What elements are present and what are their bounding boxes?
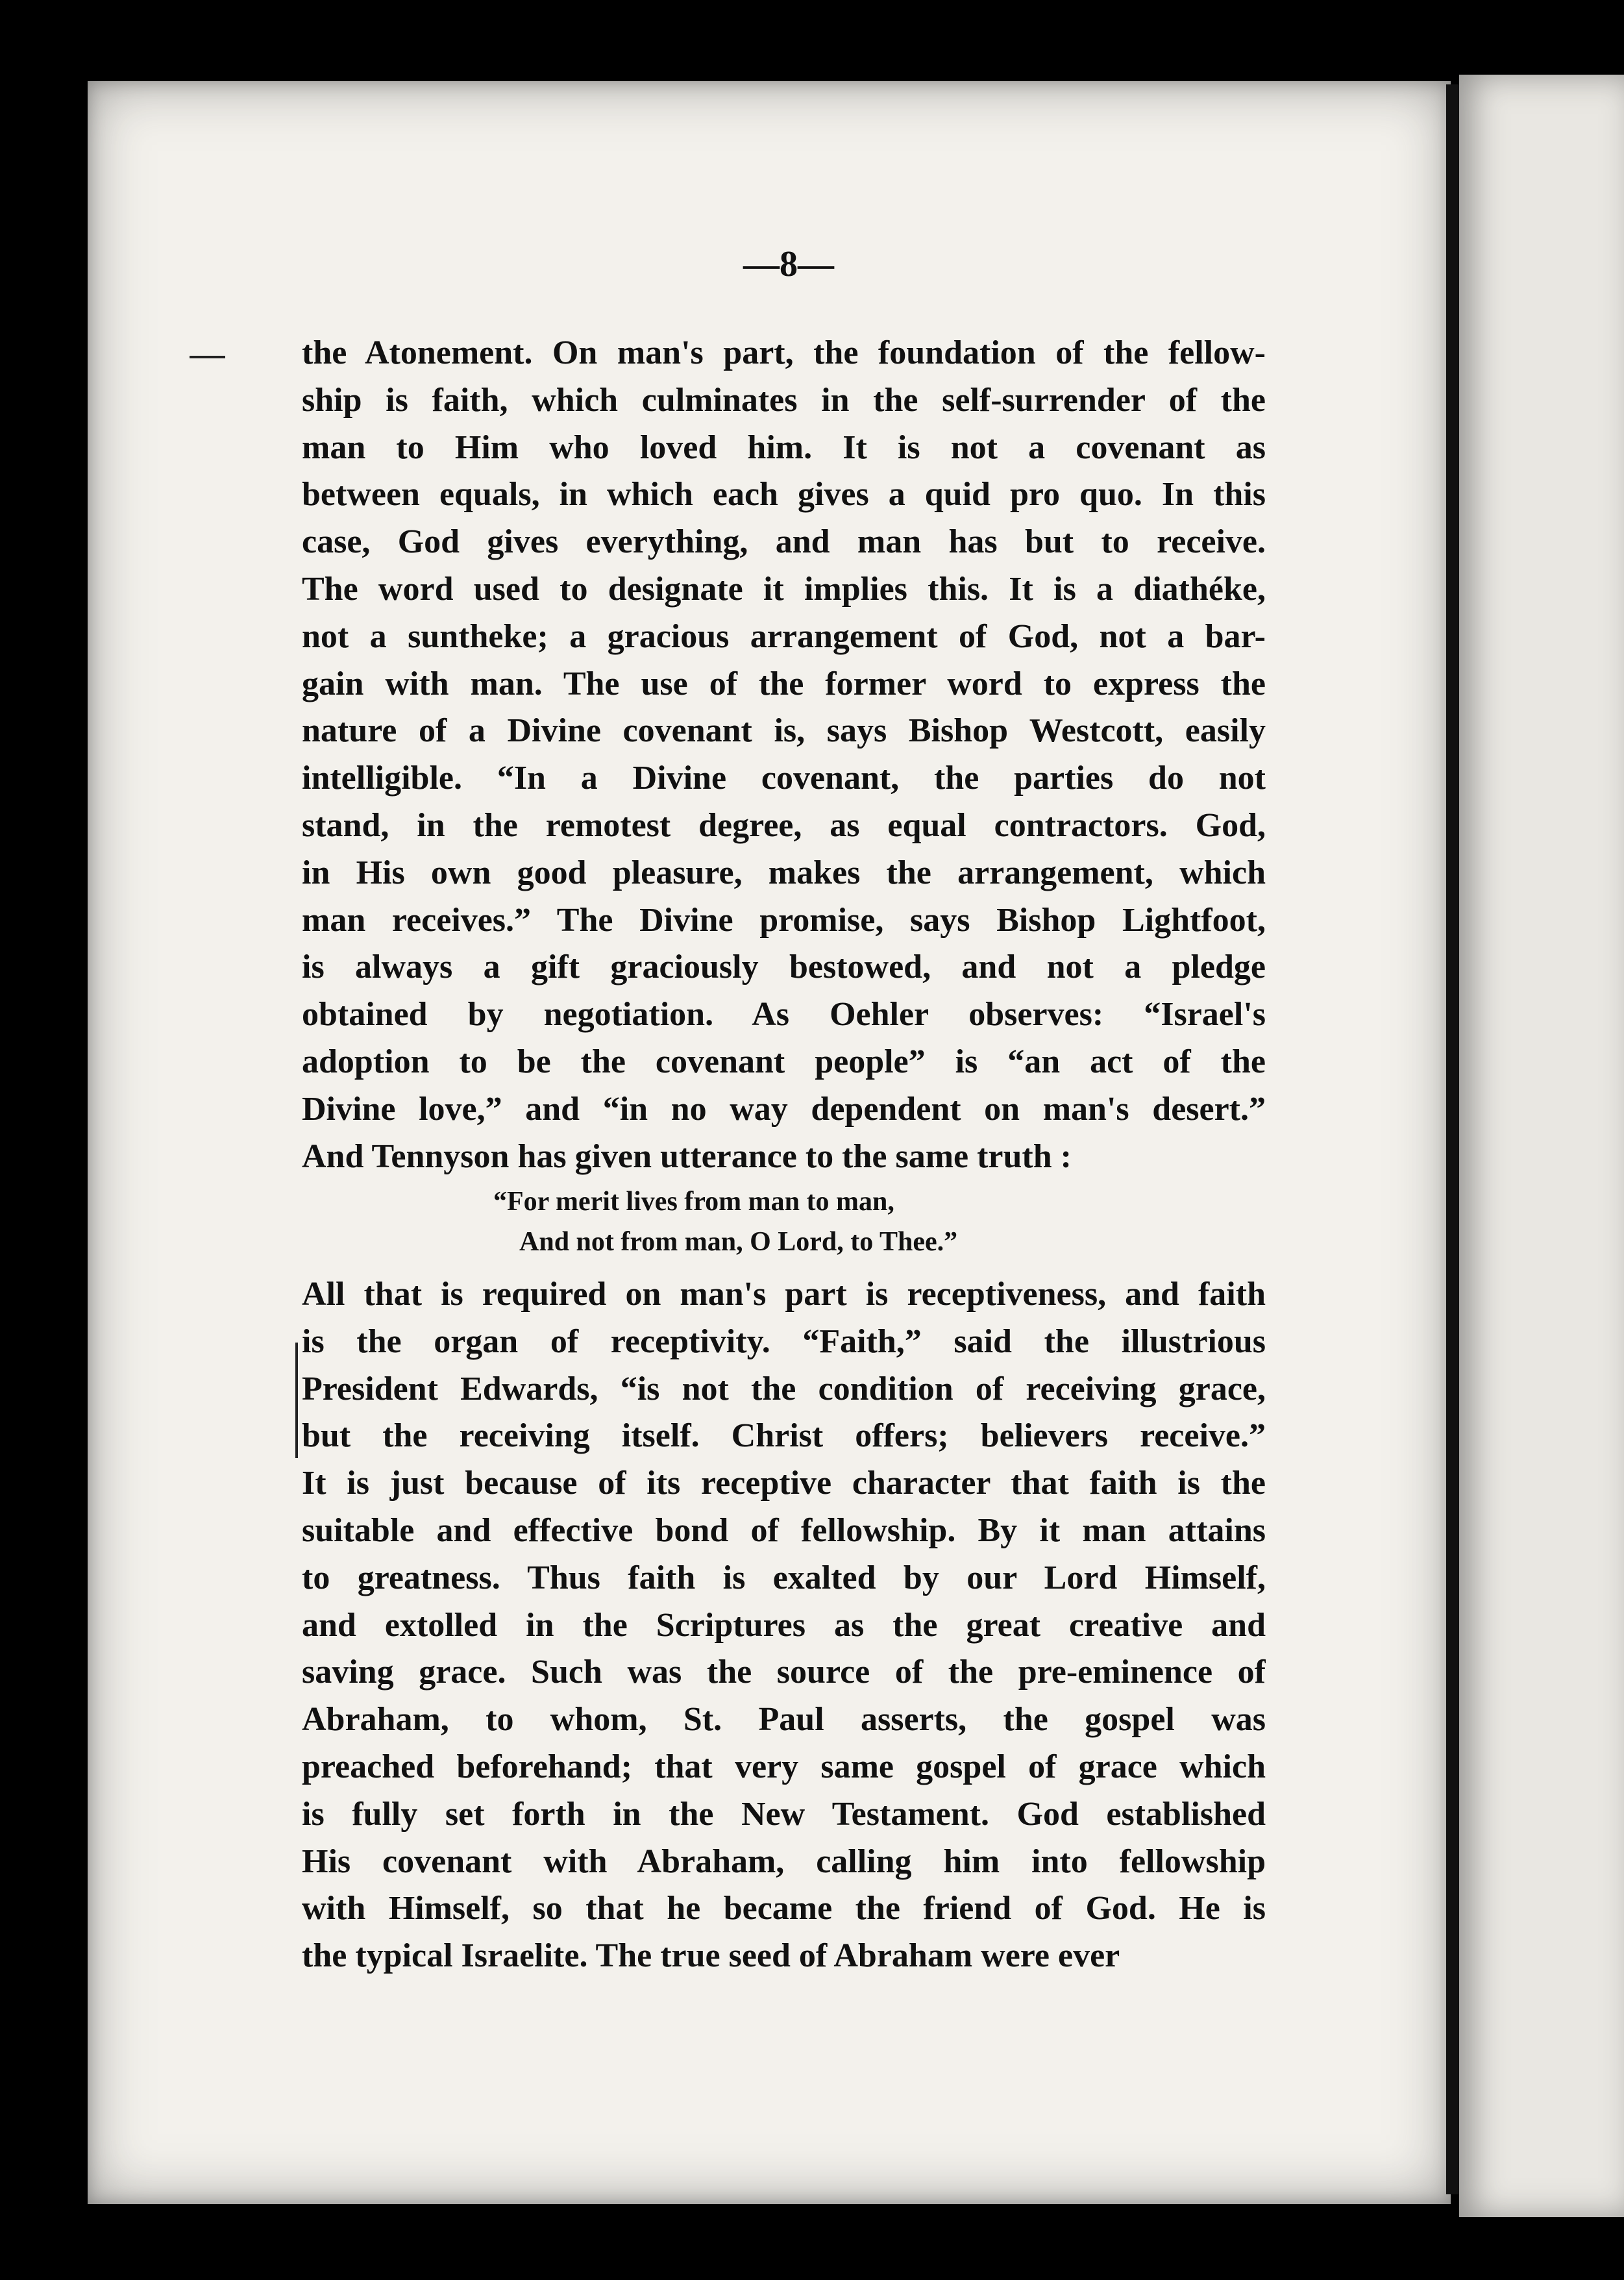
text-line: is always a gift graciously bestowed, and not a pledge	[302, 948, 1266, 986]
text-line: The word used to designate it implies this. It is a diathéke,	[302, 570, 1266, 608]
text-line: to greatness. Thus faith is exalted by our Lord Himself,	[302, 1559, 1266, 1596]
text-line: in His own good pleasure, makes the arrangement, which	[302, 854, 1266, 891]
text-line: and extolled in the Scriptures as the great creative and	[302, 1606, 1266, 1644]
margin-dash-mark	[190, 356, 225, 358]
page-number: —8—	[743, 244, 834, 284]
quote-line: “For merit lives from man to man,	[493, 1187, 894, 1217]
text-line: is fully set forth in the New Testament. God established	[302, 1795, 1266, 1833]
text-line: His covenant with Abraham, calling him into fellowship	[302, 1842, 1266, 1880]
text-line: All that is required on man's part is receptiveness, and faith	[302, 1276, 1266, 1313]
page-gutter-edge	[1446, 84, 1459, 2194]
text-line: It is just because of its receptive character that faith is the	[302, 1465, 1266, 1502]
text-line: Abraham, to whom, St. Paul asserts, the gospel was	[302, 1701, 1266, 1739]
text-line: case, God gives everything, and man has but to receive.	[302, 523, 1266, 561]
paragraph-2	[302, 1271, 1266, 1980]
text-line: preached beforehand; that very same gospel of grace which	[302, 1748, 1266, 1785]
text-line: nature of a Divine covenant is, says Bishop Westcott, easily	[302, 712, 1266, 750]
text-line: And Tennyson has given utterance to the same truth :	[302, 1137, 1072, 1175]
text-line: is the organ of receptivity. “Faith,” said the illustrious	[302, 1322, 1266, 1360]
text-line: man receives.” The Divine promise, says Bishop Lightfoot,	[302, 901, 1266, 939]
text-line: the Atonement. On man's part, the foundation of the fellow-	[302, 334, 1266, 371]
quote-line: And not from man, O Lord, to Thee.”	[519, 1227, 958, 1257]
tennyson-quote	[493, 1182, 957, 1262]
text-line: not a suntheke; a gracious arrangement of God, not a bar-	[302, 617, 1266, 655]
text-line: obtained by negotiation. As Oehler observes: “Israel's	[302, 996, 1266, 1034]
text-line: man to Him who loved him. It is not a covenant as	[302, 428, 1266, 466]
text-line: President Edwards, “is not the condition of receiving grace,	[302, 1370, 1266, 1407]
text-line: intelligible. “In a Divine covenant, the parties do not	[302, 760, 1266, 797]
text-line: stand, in the remotest degree, as equal contractors. God,	[302, 806, 1266, 844]
facing-page-strip	[1459, 75, 1624, 2217]
text-line: but the receiving itself. Christ offers; believers receive.”	[302, 1417, 1266, 1455]
text-line: Divine love,” and “in no way dependent on man's desert.”	[302, 1090, 1266, 1128]
paragraph-1	[302, 330, 1266, 1180]
text-line: saving grace. Such was the source of the pre-eminence of	[302, 1654, 1266, 1691]
text-line: the typical Israelite. The true seed of Abraham were ever	[302, 1937, 1120, 1975]
text-line: suitable and effective bond of fellowship. By it man attains	[302, 1511, 1266, 1549]
text-line: gain with man. The use of the former word to express the	[302, 665, 1266, 702]
text-line: between equals, in which each gives a quid pro quo. In this	[302, 476, 1266, 514]
text-line: adoption to be the covenant people” is “an act of the	[302, 1043, 1266, 1080]
text-line: ship is faith, which culminates in the self-surrender of the	[302, 381, 1266, 419]
text-line: with Himself, so that he became the friend of God. He is	[302, 1890, 1266, 1927]
